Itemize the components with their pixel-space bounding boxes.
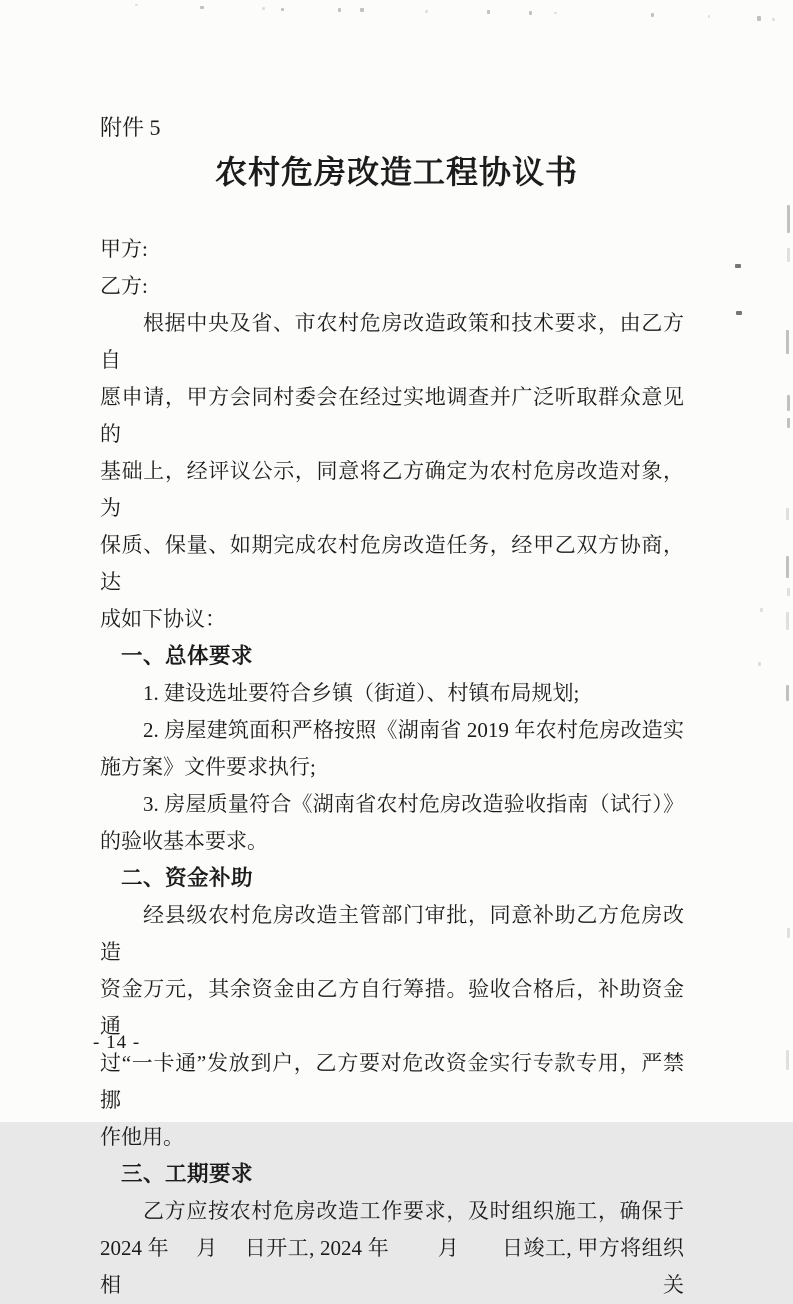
document-body — [100, 231, 684, 1304]
text-line: 根据中央及省、市农村危房改造政策和技术要求，由乙方自 — [100, 311, 684, 372]
document-title: 农村危房改造工程协议书 — [214, 154, 578, 190]
section-1-heading: 一、总体要求 — [121, 644, 254, 668]
text-line: 的验收基本要求。 — [100, 829, 268, 853]
text-line: 1. 建设选址要符合乡镇（街道）、村镇布局规划; — [143, 681, 580, 705]
text-line: 2. 房屋建筑面积严格按照《湖南省 2019 年农村危房改造实 — [143, 718, 684, 742]
text-line: 基础上，经评议公示，同意将乙方确定为农村危房改造对象，为 — [100, 459, 684, 520]
text-line: 乙方应按农村危房改造工作要求，及时组织施工，确保于 — [143, 1199, 684, 1223]
party-b-label: 乙方: — [100, 274, 148, 298]
text-line: 成如下协议： — [100, 607, 226, 631]
text-line: 3. 房屋质量符合《湖南省农村危房改造验收指南（试行）》 — [143, 792, 684, 816]
section-3-heading: 三、工期要求 — [121, 1162, 254, 1186]
section-2-heading: 二、资金补助 — [121, 866, 254, 890]
page-number: - 14 - — [93, 1032, 141, 1053]
text-line: 施方案》文件要求执行; — [100, 755, 316, 779]
party-a-label: 甲方: — [100, 237, 148, 261]
text-line: 经县级农村危房改造主管部门审批，同意补助乙方危房改造 — [100, 903, 684, 964]
text-line: 2024 年 月 日开工, 2024 年 月 日竣工, 甲方将组织相关 — [100, 1236, 684, 1297]
text-line: 作他用。 — [100, 1125, 184, 1149]
text-line: 过“一卡通”发放到户，乙方要对危改资金实行专款专用，严禁挪 — [100, 1051, 684, 1112]
text-line: 愿申请，甲方会同村委会在经过实地调查并广泛听取群众意见的 — [100, 385, 684, 446]
attachment-label: 附件 5 — [100, 115, 161, 140]
text-line: 资金万元，其余资金由乙方自行筹措。验收合格后，补助资金通 — [100, 977, 684, 1038]
text-line: 保质、保量、如期完成农村危房改造任务，经甲乙双方协商，达 — [100, 533, 684, 594]
